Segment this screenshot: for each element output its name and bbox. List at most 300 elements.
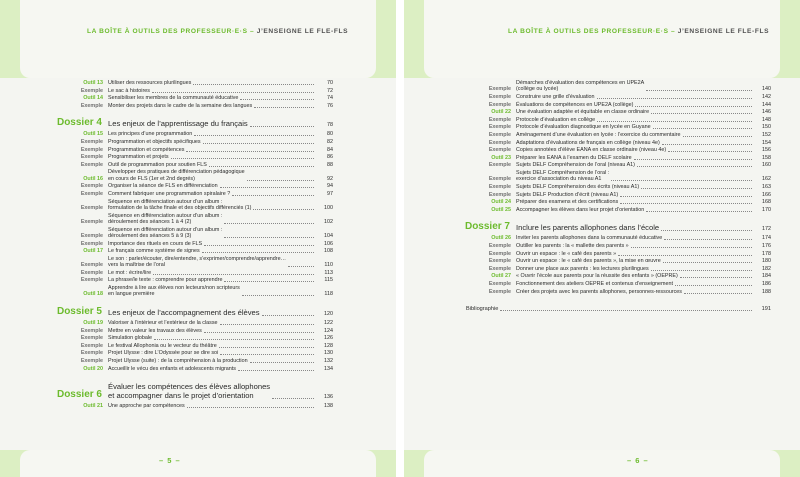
dossier-page-number: 136: [324, 394, 333, 401]
exemple-label: Exemple: [488, 288, 511, 295]
toc-entry[interactable]: [488, 191, 771, 198]
entry-line: [108, 358, 315, 364]
leader-dots: [238, 370, 314, 371]
entry-page-number: 184: [762, 273, 771, 280]
toc-entry[interactable]: [488, 147, 771, 154]
leader-dots: [637, 166, 752, 167]
toc-entry[interactable]: [80, 146, 333, 153]
bibliography-entry[interactable]: [466, 306, 771, 312]
entry-page-number: 118: [324, 291, 333, 298]
toc-entry[interactable]: [491, 235, 771, 242]
exemple-label: Exemple: [80, 327, 103, 334]
leader-dots: [204, 245, 314, 246]
entry-line: [108, 191, 315, 197]
entry-line: [516, 207, 753, 213]
entry-title: Fonctionnement des ateliers OEPRE et contenus d’enseignement: [516, 281, 674, 287]
toc-entry[interactable]: [83, 95, 333, 102]
entry-title: Accompagner les élèves dans leur projet d’orientation: [516, 206, 645, 213]
exemple-label: Exemple: [488, 250, 511, 257]
entry-page-number: 106: [324, 240, 333, 247]
entry-page-number: 76: [327, 102, 333, 109]
entry-page-number: 72: [327, 87, 333, 94]
toc-entry[interactable]: [83, 80, 333, 86]
toc-entry[interactable]: [80, 269, 333, 276]
entry-title: Protocole d’évaluation diagnostique en lycée en Guyane: [516, 124, 651, 131]
entry-line: [516, 94, 753, 100]
toc-entry[interactable]: [80, 277, 333, 284]
exemple-label: Exemple: [488, 281, 511, 287]
leader-dots: [500, 310, 752, 311]
leader-dots: [219, 347, 314, 348]
exemple-label: Exemple: [488, 162, 511, 169]
entry-line: [516, 170, 753, 183]
entry-page-number: 188: [762, 288, 771, 295]
exemple-label: Exemple: [80, 87, 103, 94]
toc-entry[interactable]: [80, 198, 333, 212]
exemple-label: Exemple: [80, 139, 103, 145]
toc-entry[interactable]: [488, 243, 771, 249]
leader-dots: [250, 362, 314, 363]
leader-dots: [631, 247, 752, 248]
toc-entry[interactable]: [80, 139, 333, 145]
entry-line: [108, 162, 315, 168]
entry-title: Mettre en valeur les travaux des élèves: [108, 327, 202, 334]
toc-entry[interactable]: [80, 335, 333, 342]
leader-dots: [618, 255, 752, 256]
leader-dots: [651, 113, 752, 114]
entry-title: Monter des projets dans le cadre de la semaine des langues: [108, 102, 253, 109]
outil-label: Outil 15: [83, 131, 103, 138]
entry-page-number: 104: [324, 233, 333, 239]
entry-page-number: 130: [324, 350, 333, 357]
entry-title: Comment fabriquer une programmation spiralaire ?: [108, 191, 231, 197]
leader-dots: [209, 166, 314, 167]
leader-dots: [220, 187, 314, 188]
exemple-label: Exemple: [80, 240, 103, 247]
toc-entry[interactable]: [83, 131, 333, 138]
entry-line: [516, 184, 753, 190]
entry-page-number: 182: [762, 265, 771, 272]
bottom-band: [0, 450, 396, 477]
leader-dots: [597, 98, 752, 99]
toc-entry[interactable]: [80, 212, 333, 226]
leader-dots: [651, 270, 752, 271]
entry-title: Séquence en différenciation autour d’un album : formulation de la tâche finale et des objectifs différenciés (1): [108, 198, 252, 211]
leader-dots: [272, 398, 314, 399]
entry-line: [108, 183, 315, 189]
entry-page-number: 156: [762, 147, 771, 154]
entry-page-number: 88: [327, 161, 333, 168]
leader-dots: [187, 407, 314, 408]
exemple-label: Exemple: [488, 265, 511, 272]
entry-line: [108, 88, 315, 94]
entry-line: [516, 140, 753, 146]
entry-page-number: 122: [324, 320, 333, 326]
leader-dots: [684, 293, 752, 294]
entry-line: [108, 335, 315, 341]
leader-dots: [662, 144, 752, 145]
exemple-label: Exemple: [488, 86, 511, 93]
outil-label: Outil 16: [83, 175, 103, 182]
toc-entry[interactable]: [80, 183, 333, 190]
toc-entry[interactable]: [80, 327, 333, 334]
dossier-line: [108, 308, 315, 317]
entry-page-number: 92: [327, 175, 333, 182]
entry-title: Adaptations d’évaluations de français en collège (niveau 4e): [516, 139, 660, 146]
entry-page-number: 134: [324, 365, 333, 372]
leader-dots: [202, 252, 314, 253]
outil-label: Outil 22: [491, 109, 511, 116]
entry-page-number: 154: [762, 139, 771, 146]
toc-entry[interactable]: [491, 109, 771, 116]
leader-dots: [668, 151, 752, 152]
toc-entry[interactable]: [488, 288, 771, 295]
entry-line: [108, 285, 315, 298]
entry-page-number: 97: [327, 191, 333, 197]
exemple-label: Exemple: [488, 124, 511, 131]
outil-label: Outil 24: [491, 199, 511, 206]
toc-entry[interactable]: [488, 170, 771, 183]
entry-page-number: 138: [324, 403, 333, 410]
toc-entry[interactable]: [488, 80, 771, 93]
leader-dots: [220, 354, 314, 355]
entry-page-number: 163: [762, 184, 771, 190]
entry-title: Une approche par compétences: [108, 403, 185, 410]
entry-title: Importance des rituels en cours de FLS: [108, 240, 203, 247]
toc-entry[interactable]: [83, 365, 333, 372]
entry-page-number: 144: [762, 101, 771, 108]
exemple-label: Exemple: [80, 335, 103, 342]
entry-line: [108, 103, 315, 109]
toc-entry[interactable]: [80, 102, 333, 109]
toc-entry[interactable]: [488, 139, 771, 146]
leader-dots: [224, 237, 314, 238]
entry-title: Programmation et objectifs spécifiques: [108, 139, 201, 145]
entry-line: [516, 235, 753, 241]
outil-label: Outil 26: [491, 235, 511, 242]
dossier-page-number: 120: [324, 311, 333, 317]
entry-line: [108, 328, 315, 334]
leader-dots: [663, 262, 752, 263]
entry-line: [108, 403, 315, 409]
entry-title: Projet Ulysse (suite) : de la compréhension à la production: [108, 358, 248, 364]
exemple-label: Exemple: [488, 132, 511, 138]
entry-title: Accueillir le vécu des enfants et adolescents migrants: [108, 365, 236, 372]
entry-line: [516, 132, 753, 138]
toc-entry[interactable]: [83, 320, 333, 326]
leader-dots: [242, 295, 314, 296]
exemple-label: Exemple: [488, 139, 511, 146]
toc-entry[interactable]: [491, 206, 771, 213]
exemple-label: Exemple: [80, 191, 103, 197]
page-number: – 5 –: [159, 456, 181, 465]
entry-line: [516, 273, 753, 279]
entry-page-number: 148: [762, 116, 771, 123]
top-band: [404, 0, 800, 78]
entry-title: Ouvrir un espace : le « café des parents », la mise en œuvre: [516, 258, 661, 265]
entry-line: [516, 289, 753, 295]
entry-page-number: 146: [762, 109, 771, 116]
toc-entry[interactable]: [488, 258, 771, 265]
entry-line: [516, 243, 753, 249]
exemple-label: Exemple: [80, 205, 103, 211]
entry-line: [516, 266, 753, 272]
entry-page-number: 132: [324, 358, 333, 364]
toc-entry[interactable]: [83, 169, 333, 182]
entry-page-number: 84: [327, 146, 333, 153]
entry-line: [108, 147, 315, 153]
bottom-band: [404, 450, 800, 477]
toc-entry[interactable]: [488, 116, 771, 123]
leader-dots: [635, 106, 752, 107]
page-gutter: [396, 0, 404, 477]
entry-line: [108, 227, 315, 240]
entry-line: [516, 192, 753, 198]
header-title: J’ENSEIGNE LE FLE-FLS: [677, 28, 770, 35]
entry-title: Le festival Allophonia ou le vecteur du théâtre: [108, 342, 217, 349]
leader-dots: [634, 159, 752, 160]
entry-line: [108, 213, 315, 226]
toc-entry[interactable]: [488, 94, 771, 100]
entry-title: Ouvrir un espace : le « café des parents »: [516, 250, 617, 257]
outil-label: Outil 21: [83, 403, 103, 410]
leader-dots: [653, 128, 752, 129]
toc-entry[interactable]: [80, 240, 333, 247]
toc-entry[interactable]: [491, 154, 771, 161]
entry-title: Sujets DELF Compréhension des écrits (niveau A1): [516, 184, 640, 190]
entry-page-number: 74: [327, 95, 333, 102]
entry-title: Le sac à histoires: [108, 87, 150, 94]
exemple-label: Exemple: [80, 183, 103, 190]
dossier-line: [108, 382, 315, 400]
entry-page-number: 168: [762, 199, 771, 206]
entry-title: Programmation et projets: [108, 154, 169, 161]
toc-entry[interactable]: [488, 101, 771, 108]
toc-entry[interactable]: [80, 255, 333, 269]
exemple-label: Exemple: [488, 258, 511, 265]
dossier-heading[interactable]: [56, 382, 333, 401]
toc-entry[interactable]: [491, 199, 771, 206]
header-series: LA BOÎTE À OUTILS DES PROFESSEUR·E·S –: [87, 28, 255, 35]
entry-line: [108, 270, 315, 276]
leader-dots: [288, 266, 314, 267]
outil-label: Outil 14: [83, 95, 103, 102]
exemple-label: Exemple: [488, 191, 511, 198]
entry-title: Donner une place aux parents : les lectures plurilingues: [516, 265, 649, 272]
entry-page-number: 174: [762, 235, 771, 242]
leader-dots: [250, 126, 314, 127]
toc-entry[interactable]: [488, 124, 771, 131]
entry-title: Préparer des examens et des certifications: [516, 199, 619, 206]
leader-dots: [597, 121, 752, 122]
toc-entry[interactable]: [80, 358, 333, 364]
exemple-label: Exemple: [488, 116, 511, 123]
exemple-label: Exemple: [80, 277, 103, 284]
entry-line: [108, 169, 315, 182]
exemple-label: Exemple: [80, 154, 103, 161]
dossier-heading[interactable]: [56, 117, 333, 129]
entry-page-number: 128: [324, 342, 333, 349]
entry-line: [108, 320, 315, 326]
exemple-label: Exemple: [488, 101, 511, 108]
entry-line: [108, 248, 315, 254]
dossier-label: Dossier 4: [56, 117, 102, 129]
toc-entry[interactable]: [80, 350, 333, 357]
entry-line: [516, 117, 753, 123]
exemple-label: Exemple: [80, 262, 103, 269]
leader-dots: [664, 239, 752, 240]
entry-line: [108, 256, 315, 269]
entry-title: Les principes d’une programmation: [108, 131, 193, 138]
leader-dots: [675, 285, 752, 286]
outil-label: Outil 20: [83, 365, 103, 372]
toc-entry[interactable]: [80, 342, 333, 349]
entry-page-number: 102: [324, 219, 333, 225]
entry-title: Apprendre à lire aux élèves non lecteurs/non scripteurs en langue première: [108, 285, 240, 298]
entry-title: Organiser la séance de FLS en différenciation: [108, 183, 218, 190]
leader-dots: [620, 196, 752, 197]
entry-page-number: 82: [327, 139, 333, 145]
outil-label: Outil 17: [83, 248, 103, 255]
entry-title: Outil de programmation pour soutien FLS: [108, 161, 207, 168]
entry-line: [108, 199, 315, 212]
toc-entry[interactable]: [488, 250, 771, 257]
entry-page-number: 176: [762, 243, 771, 249]
toc-entry[interactable]: [488, 265, 771, 272]
dossier-heading[interactable]: [464, 221, 771, 233]
leader-dots: [194, 135, 314, 136]
entry-page-number: 86: [327, 154, 333, 161]
entry-title: « Ouvrir l’école aux parents pour la réussite des enfants » (OEPRE): [516, 273, 678, 280]
leader-dots: [646, 211, 752, 212]
entry-line: [516, 124, 753, 130]
entry-title: Outiller les parents : la « mallette des parents »: [516, 243, 629, 249]
entry-title: Évaluations de compétences en UPE2A (collège): [516, 101, 634, 108]
toc-entry[interactable]: [80, 161, 333, 168]
entry-line: [516, 199, 753, 205]
entry-line: [516, 155, 753, 161]
entry-page-number: 108: [324, 248, 333, 255]
entry-title: La phrase/le texte : comprendre pour apprendre: [108, 277, 223, 284]
entry-title: Créer des projets avec les parents allophones, personnes-ressources: [516, 288, 682, 295]
entry-line: [108, 80, 315, 86]
entry-title: Séquence en différenciation autour d’un album : déroulement des séances 5 à 9 (3): [108, 226, 223, 239]
toc-entry[interactable]: [488, 162, 771, 169]
entry-title: Aménagement d’une évaluation en lycée : l’exercice du commentaire: [516, 132, 681, 138]
entry-page-number: 150: [762, 124, 771, 131]
toc-entry[interactable]: [83, 403, 333, 410]
entry-page-number: 80: [327, 131, 333, 138]
toc-entry[interactable]: [80, 154, 333, 161]
toc-entry[interactable]: [80, 87, 333, 94]
toc-entry[interactable]: [491, 273, 771, 280]
entry-line: [516, 162, 753, 168]
toc-entry[interactable]: [488, 184, 771, 190]
leader-dots: [254, 107, 314, 108]
entry-page-number: 113: [324, 269, 333, 276]
leader-dots: [171, 158, 314, 159]
outil-label: Outil 25: [491, 206, 511, 213]
dossier-line: [108, 119, 315, 128]
entry-title: Sensibiliser les membres de la communauté éducative: [108, 95, 239, 102]
right-page: [404, 0, 800, 477]
bibliography-label: Bibliographie: [466, 306, 499, 313]
dossier-heading[interactable]: [56, 306, 333, 317]
left-page: [0, 0, 396, 477]
entry-title: Construire une grille d’évaluation: [516, 94, 595, 100]
entry-title: Le français comme système de signes: [108, 248, 200, 255]
outil-label: Outil 13: [83, 80, 103, 86]
entry-title: Démarches d’évaluation des compétences en UPE2A (collège ou lycée): [516, 80, 645, 93]
outil-label: Outil 19: [83, 320, 103, 326]
entry-title: Simulation globale: [108, 335, 153, 342]
toc-entry[interactable]: [488, 132, 771, 138]
entry-title: Le mot : écrire/lire: [108, 269, 152, 276]
leader-dots: [611, 180, 752, 181]
entry-page-number: 94: [327, 183, 333, 190]
entry-title: Utiliser des ressources plurilingues: [108, 80, 192, 86]
leader-dots: [253, 209, 314, 210]
exemple-label: Exemple: [80, 269, 103, 276]
exemple-label: Exemple: [80, 161, 103, 168]
leader-dots: [193, 84, 314, 85]
leader-dots: [204, 332, 314, 333]
toc-entry[interactable]: [488, 281, 771, 287]
exemple-label: Exemple: [488, 147, 511, 154]
dossier-title: Inclure les parents allophones dans l’école: [516, 223, 660, 233]
entry-title: Projet Ulysse : dire L’Odyssée pour se dire soi: [108, 350, 219, 357]
leader-dots: [152, 92, 314, 93]
outil-label: Outil 23: [491, 154, 511, 161]
leader-dots: [153, 274, 314, 275]
entry-page-number: 140: [762, 86, 771, 93]
entry-page-number: 110: [324, 262, 333, 269]
leader-dots: [680, 277, 752, 278]
leader-dots: [247, 180, 314, 181]
leader-dots: [232, 195, 314, 196]
leader-dots: [154, 339, 314, 340]
entry-title: Le son : parler/écouter, dire/entendre, s’exprimer/comprendre/apprendre… vers la maîtrise de l’oral: [108, 255, 286, 269]
exemple-label: Exemple: [488, 184, 511, 190]
exemple-label: Exemple: [80, 219, 103, 225]
exemple-label: Exemple: [80, 358, 103, 364]
page-number: – 6 –: [627, 456, 649, 465]
exemple-label: Exemple: [80, 233, 103, 239]
running-header: [87, 28, 348, 35]
entry-line: [516, 102, 753, 108]
entry-page-number: 124: [324, 327, 333, 334]
entry-line: [108, 95, 315, 101]
entry-title: Préparer les EANA à l’examen du DELF scolaire: [516, 154, 632, 161]
entry-line: [516, 80, 753, 93]
entry-line: [516, 109, 753, 115]
entry-line: [516, 281, 753, 287]
entry-line: [516, 147, 753, 153]
entry-title: Séquence en différenciation autour d’un album : déroulement des séances 1 à 4 (2): [108, 212, 223, 225]
toc-entry[interactable]: [83, 285, 333, 298]
top-band: [0, 0, 396, 78]
bibliography-page-number: 191: [761, 306, 771, 313]
toc-entry[interactable]: [80, 226, 333, 240]
dossier-title: Évaluer les compétences des élèves allophones et accompagner dans le projet d’orientation: [108, 382, 271, 401]
running-header: [508, 28, 769, 35]
dossier-label: Dossier 7: [464, 221, 510, 233]
entry-page-number: 170: [762, 206, 771, 213]
entry-title: Valoriser à l’intérieur et l’extérieur de la classe: [108, 320, 218, 326]
toc-entry[interactable]: [80, 191, 333, 197]
exemple-label: Exemple: [80, 102, 103, 109]
toc-entry[interactable]: [83, 248, 333, 255]
